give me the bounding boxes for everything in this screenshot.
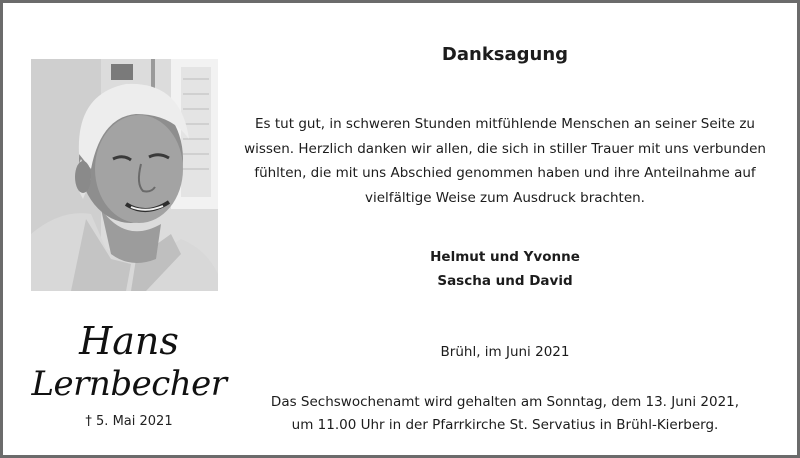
service-announcement <box>241 391 769 437</box>
place-date: Brühl, im Juni 2021 <box>440 344 570 360</box>
deceased-first-name: Hans <box>79 319 179 363</box>
signers <box>241 245 769 293</box>
deceased-last-name: Lernbecher <box>31 364 227 404</box>
thank-you-line: wissen. Herzlich danken wir allen, die sich in stiller Trauer mit uns verbunden <box>244 140 766 157</box>
thank-you-line: fühlten, die mit uns Abschied genommen haben und ihre Anteilnahme auf <box>254 165 756 182</box>
thank-you-line: vielfältige Weise zum Ausdruck brachten. <box>365 189 645 206</box>
death-date: † 5. Mai 2021 <box>85 414 173 429</box>
signer-line: Sascha und David <box>437 273 573 289</box>
thank-you-text <box>241 112 769 210</box>
service-line: Das Sechswochenamt wird gehalten am Sonntag, dem 13. Juni 2021, <box>270 394 740 410</box>
thank-you-line: Es tut gut, in schweren Stunden mitfühlende Menschen an seiner Seite zu <box>255 116 755 132</box>
service-line: um 11.00 Uhr in der Pfarrkirche St. Servatius in Brühl-Kierberg. <box>291 417 719 433</box>
portrait-photo <box>31 59 218 291</box>
notice-title: Danksagung <box>441 44 569 65</box>
signer-line: Helmut und Yvonne <box>430 249 580 265</box>
